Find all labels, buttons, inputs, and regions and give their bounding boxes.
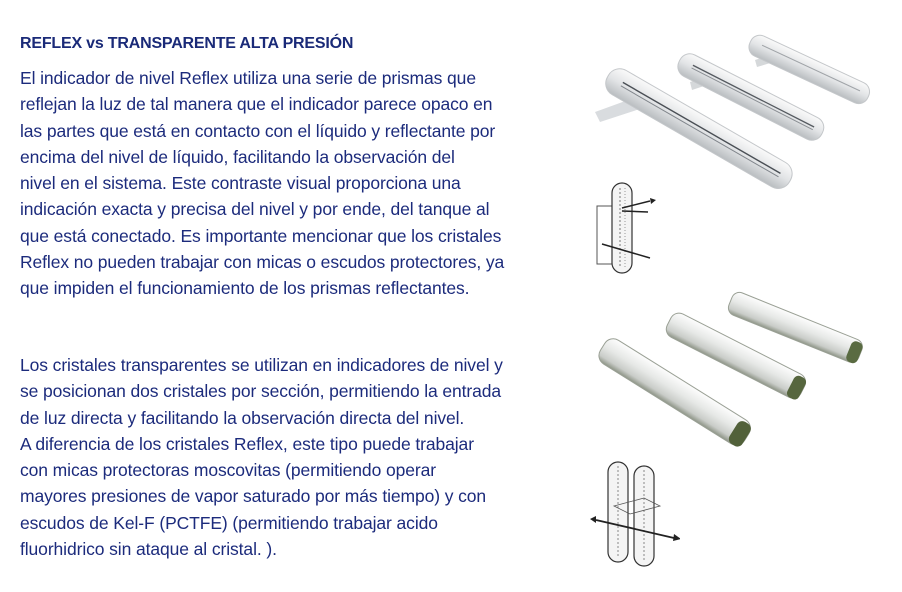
text-line: se posicionan dos cristales por sección, permitiendo la entrada [20, 381, 502, 402]
text-line: Los cristales transparentes se utilizan en indicadores de nivel y [20, 355, 503, 375]
text-line: indicación exacta y precisa del nivel y por ende, del tanque al [20, 199, 490, 220]
text-line: mayores presiones de vapor saturado por más tiempo) y con [20, 486, 487, 507]
text-line: fluorhidrico sin ataque al cristal. ). [20, 539, 277, 560]
text-line: nivel en el sistema. Este contraste visual proporciona una [20, 173, 461, 194]
paragraph-reflex [20, 65, 560, 302]
paragraph-transparent [20, 352, 560, 562]
text-line: que está conectado. Es importante mencionar que los cristales [20, 225, 502, 246]
text-line: de luz directa y facilitando la observación directa del nivel. [20, 407, 465, 428]
text-line: reflejan la luz de tal manera que el indicador parece opaco en [20, 94, 493, 115]
transparent-glass-photo [585, 285, 900, 465]
text-line: que impiden el funcionamiento de los prismas reflectantes. [20, 278, 470, 299]
text-line: encima del nivel de líquido, facilitando la observación del [20, 146, 455, 167]
text-line: Reflex no pueden trabajar con micas o escudos protectores, ya [20, 252, 505, 273]
heading: REFLEX vs TRANSPARENTE ALTA PRESIÓN [20, 35, 354, 52]
text-line: A diferencia de los cristales Reflex, este tipo puede trabajar [20, 433, 474, 454]
transparent-diagram [590, 458, 680, 570]
text-line: con micas protectoras moscovitas (permitiendo operar [20, 460, 436, 481]
reflex-diagram [590, 178, 670, 278]
text-line: las partes que está en contacto con el líquido y reflectante por [20, 120, 496, 141]
text-line: El indicador de nivel Reflex utiliza una serie de prismas que [20, 68, 476, 88]
text-line: escudos de Kel-F (PCTFE) (permitiendo trabajar acido [20, 512, 438, 533]
